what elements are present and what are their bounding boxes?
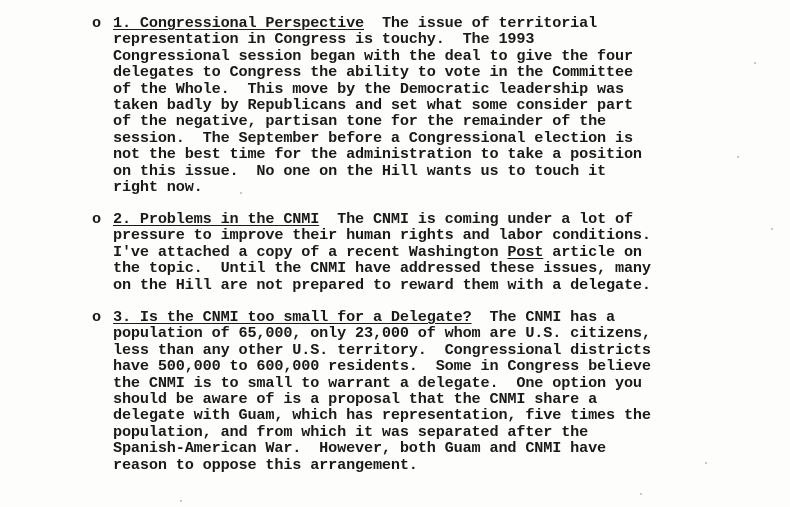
- paragraph-line: on the Hill are not prepared to reward them with a delegate.: [113, 275, 651, 294]
- paragraph-line: Congressional session began with the deal to give the four: [113, 46, 633, 65]
- scan-speck: [754, 62, 756, 64]
- bullet-marker: o: [92, 308, 102, 326]
- paragraph-line: should be aware of is a proposal that the CNMI share a: [113, 390, 598, 408]
- paragraph-line: delegate with Guam, which has representation, five times the: [113, 406, 651, 425]
- paragraph-line: population of 65,000, only 23,000 of whom are U.S. citizens,: [113, 324, 651, 343]
- paragraph-line: population, and from which it was separated after the: [113, 422, 589, 441]
- paragraph-line: of the negative, partisan tone for the remainder of the: [113, 112, 607, 131]
- scan-speck: [180, 500, 182, 502]
- paragraph-line: the topic. Until the CNMI have addressed these issues, many: [113, 259, 651, 278]
- paragraph-text: article on: [543, 242, 642, 261]
- paragraph-line: [113, 244, 642, 260]
- paragraph-line: session. The September before a Congressional election is: [113, 128, 633, 147]
- bullet-marker: o: [92, 14, 102, 32]
- section-heading: 1. Congressional Perspective: [113, 14, 364, 32]
- paragraph-line: representation in Congress is touchy. The 1993: [113, 30, 535, 49]
- paragraph-line: have 500,000 to 600,000 residents. Some in Congress believe: [113, 357, 651, 376]
- paragraph-line: delegates to Congress the ability to vote in the Committee: [113, 63, 633, 82]
- section-heading: 3. Is the CNMI too small for a Delegate?: [113, 308, 472, 326]
- paragraph-line: on this issue. No one on the Hill wants us to touch it: [113, 161, 607, 180]
- paragraph-line: pressure to improve their human rights and labor conditions.: [113, 226, 651, 245]
- scan-speck: [705, 462, 707, 464]
- scan-speck: [640, 493, 642, 495]
- paragraph-line: reason to oppose this arrangement.: [113, 455, 418, 474]
- paragraph-line: right now.: [113, 178, 203, 196]
- section-first-line: [113, 309, 615, 325]
- bullet-marker: o: [92, 210, 102, 228]
- paragraph-line: Spanish-American War. However, both Guam and CNMI have: [113, 439, 607, 458]
- paragraph-line: The CNMI has a: [489, 308, 615, 326]
- section-first-line: [113, 15, 597, 31]
- paragraph-text: I've attached a copy of a recent Washington: [113, 242, 508, 261]
- paragraph-line: The CNMI is coming under a lot of: [337, 210, 633, 228]
- paragraph-line: of the Whole. This move by the Democratic leadership was: [113, 79, 624, 98]
- scan-speck: [240, 192, 242, 194]
- scan-speck: [737, 156, 739, 158]
- section-first-line: [113, 211, 633, 227]
- paragraph-line: not the best time for the administration to take a position: [113, 145, 642, 164]
- paragraph-line: taken badly by Republicans and set what some consider part: [113, 96, 633, 114]
- section-heading: 2. Problems in the CNMI: [113, 210, 320, 228]
- newspaper-title: Post: [507, 242, 544, 261]
- paragraph-line: the CNMI is to small to warrant a delegate. One option you: [113, 373, 642, 392]
- paragraph-line: The issue of territorial: [381, 14, 598, 32]
- paragraph-line: less than any other U.S. territory. Congressional districts: [113, 340, 651, 359]
- scan-speck: [771, 228, 773, 230]
